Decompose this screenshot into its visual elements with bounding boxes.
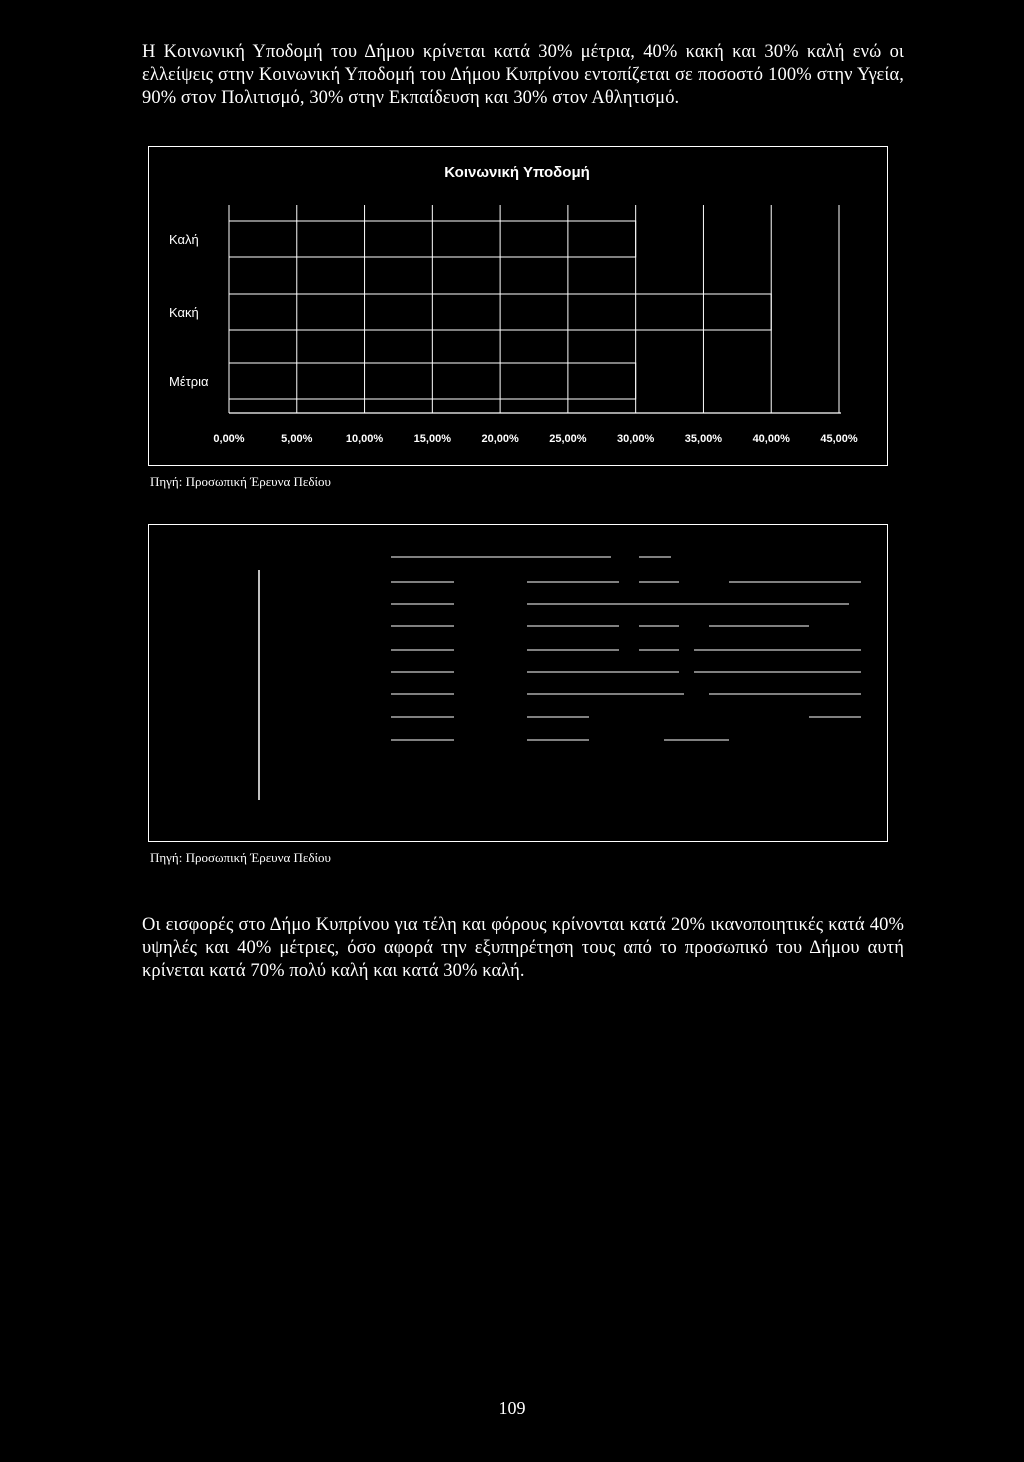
second-chart-frame — [148, 524, 888, 842]
x-tick-label: 5,00% — [281, 433, 313, 445]
chart-svg — [149, 147, 886, 464]
page-number: 109 — [498, 1398, 526, 1418]
faint-chart-lines — [149, 525, 886, 840]
contributions-paragraph: Οι εισφορές στο Δήμο Κυπρίνου για τέλη και φόρους κρίνονται κατά 20% ικανοποιητικές κατά 40% υψηλές και 40% μέτριες, όσο αφορά την εξυπηρέτηση τους από το προσωπικό του Δήμου αυτή κρίνεται κατά 70% πολύ καλή και κατά 30% καλή. — [142, 915, 904, 981]
x-tick-label: 30,00% — [617, 433, 655, 445]
x-tick-label: 40,00% — [752, 433, 790, 445]
category-label: Μέτρια — [169, 374, 209, 389]
category-label: Καλή — [169, 232, 199, 247]
x-tick-label: 10,00% — [345, 433, 384, 445]
x-tick-label: 45,00% — [820, 433, 858, 445]
x-tick-label: 35,00% — [684, 433, 723, 445]
x-tick-label: 0,00% — [213, 433, 245, 445]
x-tick-label: 25,00% — [549, 433, 587, 445]
chart-title: Κοινωνική Υποδομή — [444, 164, 590, 181]
x-tick-label: 20,00% — [481, 433, 519, 445]
category-label: Κακή — [169, 305, 199, 320]
x-tick-label: 15,00% — [413, 433, 451, 445]
chart-source-note: Πηγή: Προσωπική Έρευνα Πεδίου — [150, 850, 331, 865]
social-infrastructure-chart — [148, 146, 888, 466]
faint-gridlines — [391, 557, 861, 740]
chart-source-note: Πηγή: Προσωπική Έρευνα Πεδίου — [150, 474, 331, 489]
intro-paragraph: Η Κοινωνική Υποδομή του Δήμου κρίνεται κατά 30% μέτρια, 40% κακή και 30% καλή ενώ οι ελλείψεις στην Κοινωνική Υποδομή του Δήμου Κυπρίνου εντοπίζεται σε ποσοστό 100% στην Υγεία, 90% στον Πολιτισμό, 30% στην Εκπαίδευση και 30% στον Αθλητισμό. — [142, 42, 904, 108]
